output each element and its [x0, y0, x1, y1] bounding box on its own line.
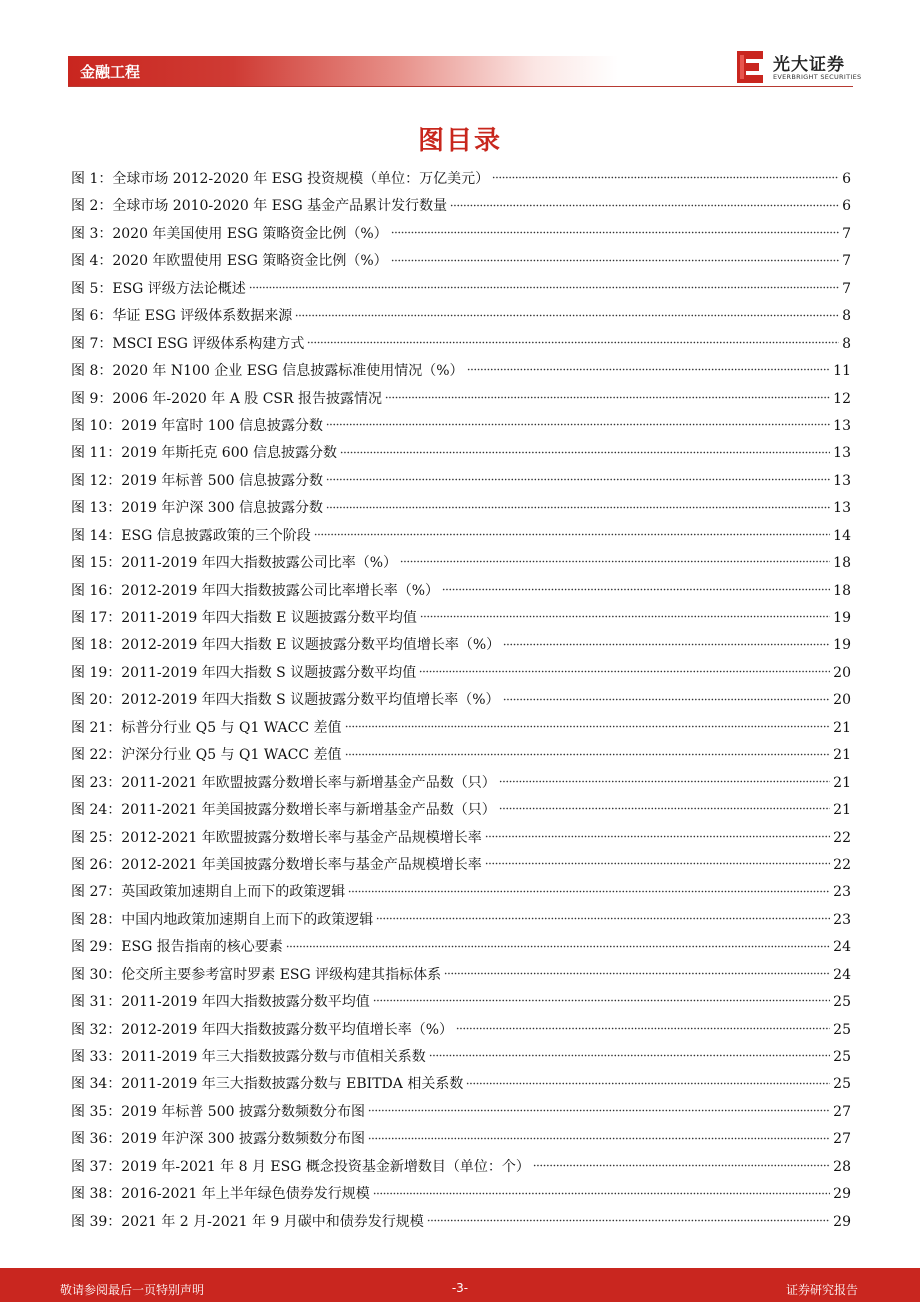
toc-page-number: 27: [833, 1103, 851, 1120]
toc-dot-leader: [376, 914, 830, 924]
toc-dot-leader: [295, 310, 839, 320]
toc-dot-leader: [456, 1024, 830, 1034]
toc-entry[interactable]: [71, 962, 851, 989]
toc-entry[interactable]: [71, 1099, 851, 1126]
toc-entry[interactable]: [71, 852, 851, 879]
toc-entry-title: 图 18：2012-2019 年四大指数 E 议题披露分数平均值增长率（%）: [71, 637, 501, 654]
toc-entry[interactable]: [71, 825, 851, 852]
toc-entry[interactable]: [71, 331, 851, 358]
toc-entry-title: 图 3：2020 年美国使用 ESG 策略资金比例（%）: [71, 225, 388, 242]
toc-page-number: 22: [833, 856, 851, 873]
toc-dot-leader: [466, 1078, 830, 1088]
toc-entry-title: 图 32：2012-2019 年四大指数披露分数平均值增长率（%）: [71, 1021, 454, 1038]
toc-dot-leader: [385, 393, 830, 403]
toc-dot-leader: [467, 365, 831, 375]
header-band: [68, 56, 618, 86]
toc-entry-title: 图 33：2011-2019 年三大指数披露分数与市值相关系数: [71, 1049, 426, 1065]
toc-entry[interactable]: [71, 358, 851, 385]
toc-page-number: 19: [833, 610, 851, 626]
toc-dot-leader: [533, 1161, 830, 1171]
toc-entry-title: 图 29：ESG 报告指南的核心要素: [71, 939, 283, 956]
toc-entry-title: 图 36：2019 年沪深 300 披露分数频数分布图: [71, 1131, 365, 1148]
toc-dot-leader: [326, 475, 830, 485]
toc-entry-title: 图 11：2019 年斯托克 600 信息披露分数: [71, 445, 337, 462]
toc-page-number: 24: [833, 966, 851, 983]
toc-page-number: 25: [833, 994, 851, 1011]
header-divider: [68, 86, 853, 87]
toc-entry[interactable]: [71, 523, 851, 550]
toc-entry[interactable]: [71, 907, 851, 934]
toc-entry-title: 图 9：2006 年-2020 年 A 股 CSR 报告披露情况: [71, 390, 383, 407]
toc-entry-title: 图 4：2020 年欧盟使用 ESG 策略资金比例（%）: [71, 253, 388, 270]
toc-page-number: 20: [833, 664, 851, 681]
toc-entry-title: 图 30：伦交所主要参考富时罗素 ESG 评级构建其指标体系: [71, 966, 442, 983]
toc-page-number: 23: [833, 884, 851, 901]
toc-dot-leader: [499, 777, 830, 787]
toc-entry-title: 图 15：2011-2019 年四大指数披露公司比率（%）: [71, 555, 398, 572]
toc-page-number: 13: [833, 417, 851, 434]
toc-page-number: 7: [842, 225, 851, 242]
toc-page-number: 12: [833, 390, 851, 407]
toc-page-number: 8: [842, 335, 851, 352]
logo-chinese-name: 光大证券: [773, 55, 845, 75]
toc-entry[interactable]: [71, 715, 851, 742]
toc-dot-leader: [345, 722, 831, 732]
toc-page-number: 28: [833, 1158, 851, 1175]
toc-entry[interactable]: [71, 989, 851, 1016]
toc-entry[interactable]: [71, 605, 851, 632]
toc-dot-leader: [503, 639, 830, 649]
footer-doc-type: 证券研究报告: [785, 1283, 858, 1297]
toc-entry-title: 图 21：标普分行业 Q5 与 Q1 WACC 差值: [71, 719, 342, 736]
toc-entry-title: 图 25：2012-2021 年欧盟披露分数增长率与基金产品规模增长率: [71, 829, 482, 846]
toc-page-number: 18: [833, 555, 851, 572]
toc-page-number: 7: [842, 253, 851, 270]
toc-entry-title: 图 31：2011-2019 年四大指数披露分数平均值: [71, 994, 370, 1011]
toc-page-number: 20: [833, 692, 851, 709]
toc-entry-title: 图 28：中国内地政策加速期自上而下的政策逻辑: [71, 911, 374, 928]
footer-page-number: -3-: [451, 1281, 469, 1295]
toc-entry-title: 图 13：2019 年沪深 300 信息披露分数: [71, 500, 323, 517]
toc-dot-leader: [450, 200, 839, 210]
toc-entry[interactable]: [71, 468, 851, 495]
toc-page-number: 14: [833, 527, 851, 544]
toc-page-number: 7: [842, 280, 851, 297]
toc-entry[interactable]: [71, 797, 851, 824]
toc-entry[interactable]: [71, 742, 851, 769]
toc-entry-title: 图 12：2019 年标普 500 信息披露分数: [71, 472, 323, 489]
toc-entry[interactable]: [71, 1126, 851, 1153]
toc-entry-title: 图 20：2012-2019 年四大指数 S 议题披露分数平均值增长率（%）: [71, 692, 500, 709]
toc-entry-title: 图 24：2011-2021 年美国披露分数增长率与新增基金产品数（只）: [71, 802, 496, 819]
toc-entry[interactable]: [71, 303, 851, 330]
toc-entry-title: 图 6：华证 ESG 评级体系数据来源: [71, 308, 293, 325]
toc-dot-leader: [492, 173, 839, 183]
toc-entry-title: 图 26：2012-2021 年美国披露分数增长率与基金产品规模增长率: [71, 856, 482, 873]
toc-entry[interactable]: [71, 632, 851, 659]
toc-dot-leader: [485, 859, 830, 869]
toc-dot-leader: [419, 667, 830, 677]
toc-entry-title: 图 16：2012-2019 年四大指数披露公司比率增长率（%）: [71, 582, 440, 599]
company-logo: [737, 49, 862, 85]
toc-entry[interactable]: [71, 770, 851, 797]
toc-entry-title: 图 23：2011-2021 年欧盟披露分数增长率与新增基金产品数（只）: [71, 774, 496, 791]
toc-page-number: 21: [833, 802, 851, 819]
toc-entry-title: 图 27：英国政策加速期自上而下的政策逻辑: [71, 884, 346, 901]
everbright-logo-icon: [737, 49, 767, 85]
toc-page-number: 11: [833, 363, 851, 380]
toc-page-number: 13: [833, 472, 851, 489]
toc-entry[interactable]: [71, 166, 851, 193]
toc-entry[interactable]: [71, 495, 851, 522]
toc-entry[interactable]: [71, 1044, 851, 1071]
toc-entry-title: 图 1：全球市场 2012-2020 年 ESG 投资规模（单位：万亿美元）: [71, 171, 490, 187]
toc-page-number: 29: [833, 1186, 851, 1203]
toc-dot-leader: [326, 420, 830, 430]
toc-dot-leader: [444, 969, 830, 979]
toc-entry[interactable]: [71, 248, 851, 275]
toc-page-number: 8: [842, 308, 851, 325]
toc-entry[interactable]: [71, 1071, 851, 1098]
toc-entry[interactable]: [71, 578, 851, 605]
toc-page-number: 18: [833, 582, 851, 599]
toc-dot-leader: [373, 1188, 830, 1198]
toc-entry-title: 图 35：2019 年标普 500 披露分数频数分布图: [71, 1103, 365, 1120]
toc-entry-title: 图 17：2011-2019 年四大指数 E 议题披露分数平均值: [71, 610, 417, 626]
toc-entry[interactable]: [71, 1181, 851, 1208]
section-label: 金融工程: [80, 63, 141, 81]
toc-dot-leader: [307, 338, 839, 348]
toc-page-number: 25: [833, 1076, 851, 1093]
toc-page-number: 19: [833, 637, 851, 654]
toc-dot-leader: [391, 255, 839, 265]
toc-entry-title: 图 34：2011-2019 年三大指数披露分数与 EBITDA 相关系数: [71, 1076, 464, 1093]
toc-dot-leader: [442, 585, 830, 595]
toc-entry-title: 图 39：2021 年 2 月-2021 年 9 月碳中和债券发行规模: [71, 1213, 424, 1230]
toc-entry[interactable]: [71, 660, 851, 687]
toc-entry[interactable]: [71, 1154, 851, 1181]
toc-dot-leader: [420, 612, 830, 622]
toc-page-number: 27: [833, 1131, 851, 1148]
toc-dot-leader: [427, 1216, 830, 1226]
toc-entry-title: 图 7：MSCI ESG 评级体系构建方式: [71, 335, 305, 352]
toc-page-number: 6: [842, 198, 851, 215]
toc-dot-leader: [314, 530, 830, 540]
toc-page-number: 22: [833, 829, 851, 846]
toc-dot-leader: [340, 447, 830, 457]
toc-dot-leader: [499, 804, 830, 814]
toc-entry[interactable]: [71, 1017, 851, 1044]
toc-entry-title: 图 22：沪深分行业 Q5 与 Q1 WACC 差值: [71, 747, 342, 764]
toc-entry-title: 图 14：ESG 信息披露政策的三个阶段: [71, 527, 311, 544]
toc-entry-title: 图 38：2016-2021 年上半年绿色债券发行规模: [71, 1186, 370, 1203]
figure-list: [71, 166, 851, 1236]
footer-disclaimer: 敬请参阅最后一页特别声明: [60, 1283, 205, 1297]
toc-entry-title: 图 8：2020 年 N100 企业 ESG 信息披露标准使用情况（%）: [71, 363, 464, 380]
toc-dot-leader: [429, 1051, 830, 1061]
page-title: 图目录: [417, 126, 502, 156]
toc-dot-leader: [368, 1133, 830, 1143]
toc-dot-leader: [485, 832, 830, 842]
toc-page-number: 6: [842, 171, 851, 187]
toc-entry-title: 图 2：全球市场 2010-2020 年 ESG 基金产品累计发行数量: [71, 198, 448, 215]
toc-entry[interactable]: [71, 934, 851, 961]
toc-page-number: 25: [833, 1021, 851, 1038]
toc-entry[interactable]: [71, 193, 851, 220]
toc-page-number: 25: [833, 1049, 851, 1065]
toc-dot-leader: [391, 228, 839, 238]
toc-entry[interactable]: [71, 386, 851, 413]
toc-page-number: 23: [833, 911, 851, 928]
toc-dot-leader: [249, 283, 839, 293]
toc-dot-leader: [373, 996, 830, 1006]
toc-entry-title: 图 37：2019 年-2021 年 8 月 ESG 概念投资基金新增数目（单位：个）: [71, 1158, 530, 1175]
toc-dot-leader: [286, 941, 830, 951]
toc-entry[interactable]: [71, 413, 851, 440]
toc-entry[interactable]: [71, 550, 851, 577]
toc-page-number: 21: [833, 719, 851, 736]
toc-entry[interactable]: [71, 879, 851, 906]
toc-dot-leader: [326, 502, 830, 512]
toc-entry[interactable]: [71, 221, 851, 248]
toc-entry-title: 图 5：ESG 评级方法论概述: [71, 280, 246, 297]
toc-page-number: 21: [833, 774, 851, 791]
toc-entry[interactable]: [71, 687, 851, 714]
toc-dot-leader: [345, 749, 831, 759]
toc-entry[interactable]: [71, 440, 851, 467]
toc-page-number: 24: [833, 939, 851, 956]
toc-entry[interactable]: [71, 1209, 851, 1236]
toc-page-number: 13: [833, 445, 851, 462]
toc-page-number: 13: [833, 500, 851, 517]
toc-entry-title: 图 19：2011-2019 年四大指数 S 议题披露分数平均值: [71, 664, 417, 681]
toc-page-number: 21: [833, 747, 851, 764]
logo-english-name: EVERBRIGHT SECURITIES: [773, 73, 862, 81]
toc-dot-leader: [348, 886, 830, 896]
toc-page-number: 29: [833, 1213, 851, 1230]
toc-entry-title: 图 10：2019 年富时 100 信息披露分数: [71, 417, 323, 434]
toc-dot-leader: [368, 1106, 830, 1116]
toc-dot-leader: [400, 557, 830, 567]
toc-dot-leader: [503, 694, 831, 704]
toc-entry[interactable]: [71, 276, 851, 303]
